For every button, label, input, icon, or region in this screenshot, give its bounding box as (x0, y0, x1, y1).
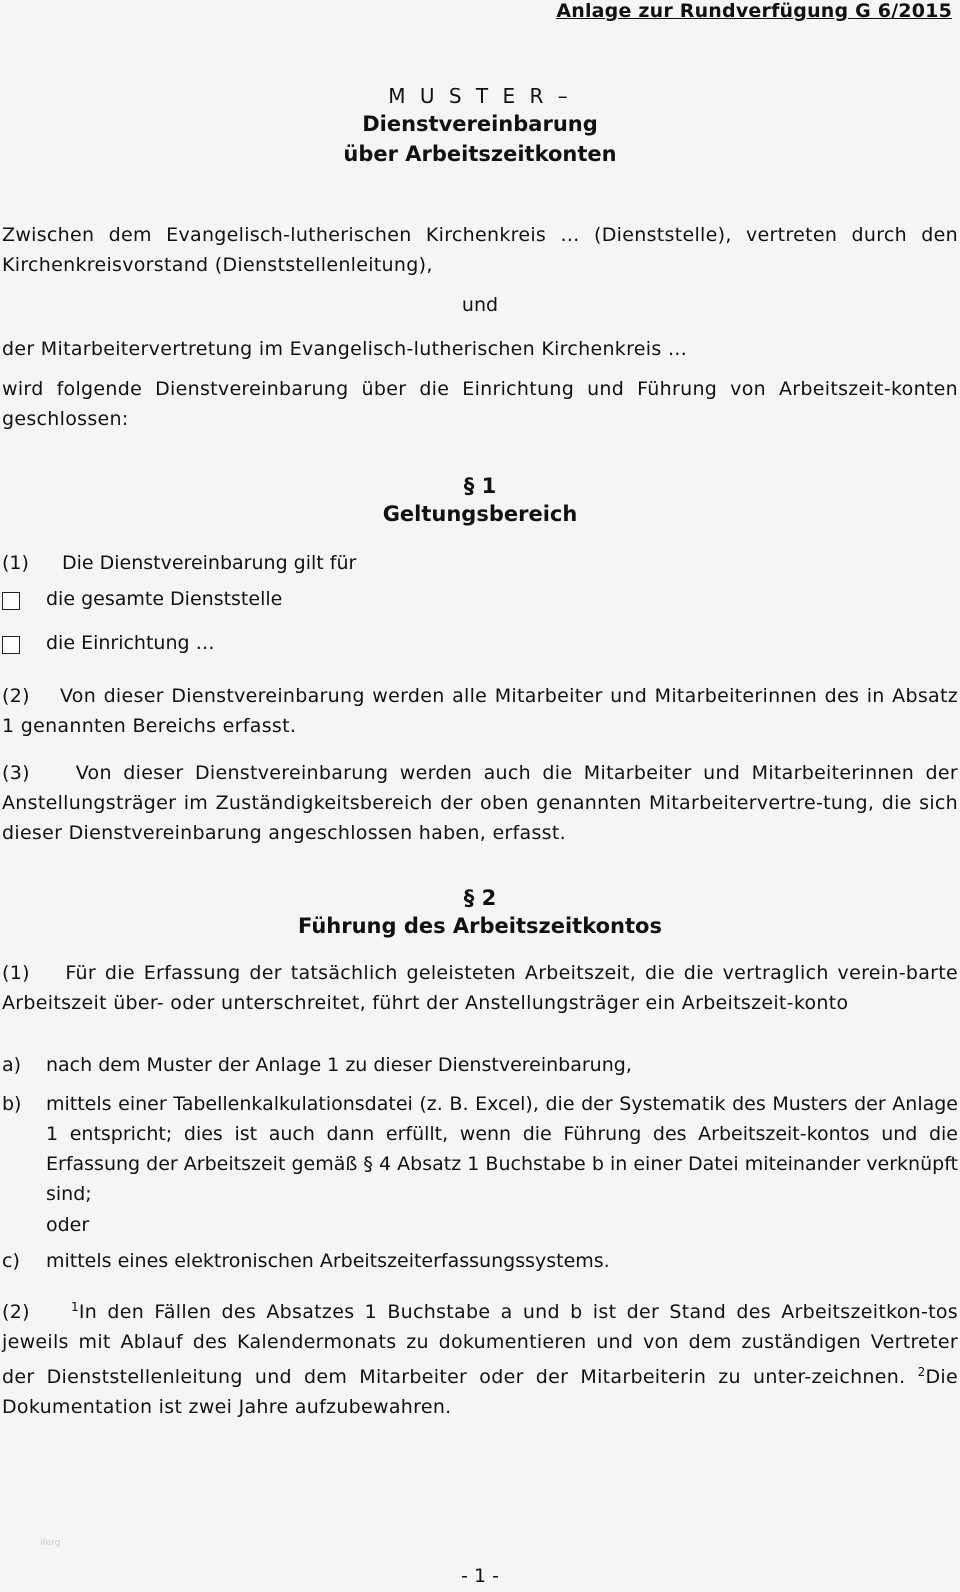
paragraph-number: (3) (2, 762, 30, 784)
annex-reference: Anlage zur Rundverfügung G 6/2015 (556, 0, 952, 22)
section-2-paragraph-2 (2, 1292, 958, 1422)
paragraph-number: (1) (2, 552, 29, 574)
watermark: iferg (40, 1538, 61, 1548)
option-checkbox-dienststelle[interactable] (2, 592, 20, 610)
paragraph-text: Von dieser Dienstvereinbarung werden alle Mitarbeiter und Mitarbeiterinnen des in Absatz 1 genannten Bereichs erfasst. (2, 685, 958, 737)
paragraph-text: In den Fällen des Absatzes 1 Buchstabe a und b ist der Stand des Arbeitszeitkon-tos jeweils mit Ablauf des Kalendermonats zu dokumentieren und von dem zuständigen Vertreter der Dienststellenleitung und dem Mitarbeiter oder der Mitarbeiterin zu unter-zeichnen. (2, 1301, 958, 1388)
intro-parties-1: Zwischen dem Evangelisch-lutherischen Kirchenkreis … (Dienststelle), vertreten durch den Kirchenkreisvorstand (Dienststellenleitung), (2, 224, 958, 276)
paragraph-text: Die Dokumentation ist zwei Jahre aufzubewahren. (2, 1366, 958, 1418)
option-label-einrichtung: die Einrichtung … (46, 632, 215, 654)
section-2-paragraph-1 (2, 958, 958, 1018)
sentence-number: 2 (917, 1365, 926, 1379)
page-number: - 1 - (461, 1565, 499, 1587)
intro-und: und (461, 294, 499, 316)
intro-agreement: wird folgende Dienstvereinbarung über die Einrichtung und Führung von Arbeitszeit-konten geschlossen: (2, 378, 958, 430)
paragraph-text: Von dieser Dienstvereinbarung werden auch die Mitarbeiter und Mitarbeiterinnen der Anstellungsträger im Zuständigkeitsbereich der oben genannten Mitarbeitervertre-tung, die sich dieser Dienstvereinbarung angeschlossen haben, erfasst. (2, 762, 959, 844)
paragraph-number: (1) (2, 962, 30, 984)
paragraph-text: Die Dienstvereinbarung gilt für (62, 552, 357, 574)
list-item-label: a) (2, 1054, 22, 1076)
list-item-label: b) (2, 1093, 22, 1115)
intro-parties-2: der Mitarbeitervertretung im Evangelisch-lutherischen Kirchenkreis … (2, 338, 688, 360)
sentence-number: 1 (70, 1300, 79, 1314)
paragraph-number: (2) (2, 1301, 30, 1323)
list-item-label: c) (2, 1250, 20, 1272)
paragraph-number: (2) (2, 685, 30, 707)
section-2-symbol: § 2 (463, 886, 497, 910)
section-1-paragraph-3 (2, 758, 958, 848)
list-item-b (2, 1089, 958, 1209)
muster-label: M U S T E R – (388, 84, 572, 108)
section-2-title: Führung des Arbeitszeitkontos (298, 914, 662, 938)
list-item-text: mittels einer Tabellenkalkulationsdatei (z. B. Excel), die der Systematik des Musters der Anlage 1 entspricht; dies ist auch dann erfüllt, wenn die Führung des Arbeitszeit-kontos und die Erfassung der Arbeitszeit gemäß § 4 Absatz 1 Buchstabe b in einer Datei miteinander verknüpft sind; (46, 1093, 958, 1205)
connector-text: oder (46, 1214, 90, 1236)
option-label-dienststelle: die gesamte Dienststelle (46, 588, 283, 610)
section-1-symbol: § 1 (463, 474, 497, 498)
paragraph-text: Für die Erfassung der tatsächlich geleisteten Arbeitszeit, die die vertraglich verein-barte Arbeitszeit über- oder unterschreitet, führt der Anstellungsträger ein Arbeitszeit-konto (2, 962, 959, 1014)
section-1-title: Geltungsbereich (382, 502, 578, 526)
option-checkbox-einrichtung[interactable] (2, 636, 20, 654)
list-item-text: mittels eines elektronischen Arbeitszeiterfassungssystems. (46, 1250, 610, 1272)
document-subtitle: über Arbeitszeitkonten (343, 142, 617, 166)
list-item-text: nach dem Muster der Anlage 1 zu dieser Dienstvereinbarung, (46, 1054, 632, 1076)
document-title: Dienstvereinbarung (362, 112, 598, 136)
section-1-paragraph-2 (2, 681, 958, 741)
